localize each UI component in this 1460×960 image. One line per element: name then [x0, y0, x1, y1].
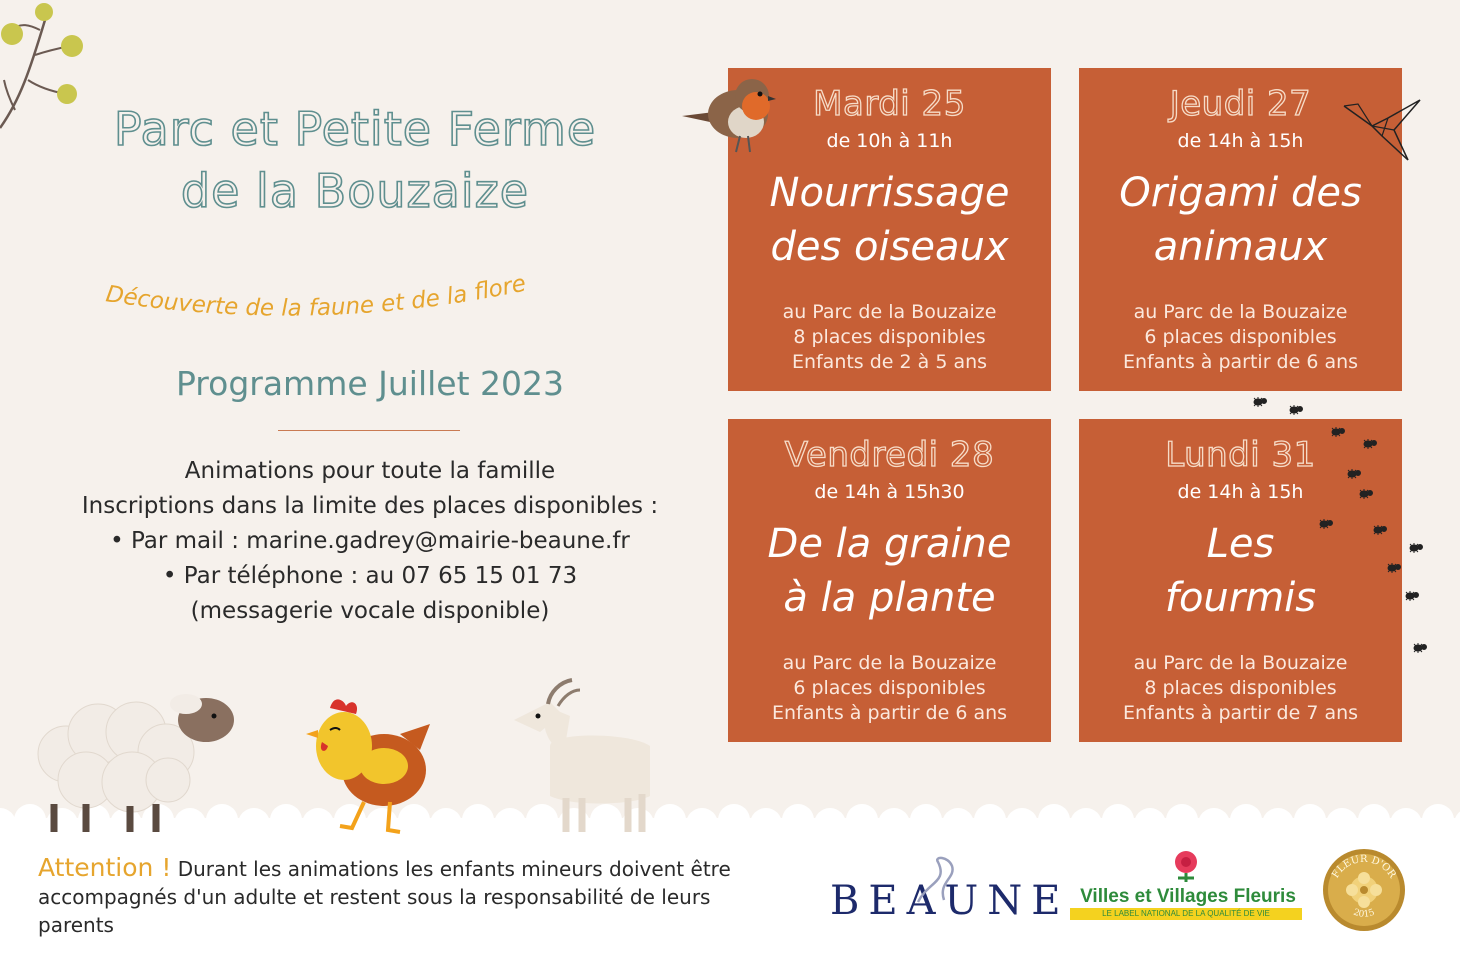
beaune-logo: BEAUNE [830, 878, 1070, 924]
info-line-5: (messagerie vocale disponible) [190, 598, 550, 624]
ant-icon [1240, 390, 1440, 660]
card-day: Mardi 25 [813, 84, 966, 124]
info-line-2: Inscriptions dans la limite des places disponibles : [81, 493, 659, 519]
vvf-label: Villes et Villages Fleuris [1080, 886, 1296, 907]
card-location: au Parc de la Bouzaize [1133, 652, 1348, 674]
card-activity [1079, 166, 1402, 274]
card-location: au Parc de la Bouzaize [782, 652, 997, 674]
goat-icon [510, 676, 660, 836]
event-card-vendredi [728, 419, 1051, 742]
activity-line-2: fourmis [1164, 575, 1317, 621]
vvf-subtitle: LE LABEL NATIONAL DE LA QUALITÉ DE VIE [1070, 908, 1302, 920]
activity-line-2: des oiseaux [770, 224, 1009, 270]
card-day: Vendredi 28 [784, 435, 995, 475]
robin-icon [680, 72, 776, 156]
attention-text: Durant les animations les enfants mineurs doivent être accompagnés d'un adulte et restent sous la responsabilité de leurs parents [38, 857, 731, 937]
info-line-3: • Par mail : marine.gadrey@mairie-beaune.fr [110, 528, 630, 554]
card-places: 6 places disponibles [793, 677, 986, 699]
page-title [60, 98, 650, 222]
card-location: au Parc de la Bouzaize [782, 301, 997, 323]
info-line-4: • Par téléphone : au 07 65 15 01 73 [162, 563, 578, 589]
card-details [1079, 651, 1402, 726]
divider [278, 430, 460, 431]
title-line-2: de la Bouzaize [180, 164, 530, 218]
chicken-icon [300, 690, 440, 840]
card-age: Enfants de 2 à 5 ans [791, 351, 988, 373]
card-details [728, 651, 1051, 726]
card-age: Enfants à partir de 6 ans [1122, 351, 1359, 373]
card-hours: de 10h à 11h [826, 130, 953, 152]
attention-label: Attention ! [38, 853, 172, 882]
info-line-1: Animations pour toute la famille [184, 458, 556, 484]
card-day: Jeudi 27 [1169, 84, 1312, 124]
card-details [728, 300, 1051, 375]
card-activity [728, 517, 1051, 625]
flower-icon [1168, 848, 1204, 884]
info-block [20, 454, 720, 629]
subtitle-text: Découverte de la faune et de la flore [104, 270, 529, 316]
sheep-icon [36, 684, 236, 836]
activity-line-1: Origami des [1119, 170, 1362, 216]
card-age: Enfants à partir de 7 ans [1122, 702, 1359, 724]
card-places: 6 places disponibles [1144, 326, 1337, 348]
card-day: Lundi 31 [1165, 435, 1316, 475]
card-hours: de 14h à 15h [1177, 130, 1304, 152]
card-details [1079, 300, 1402, 375]
card-hours: de 14h à 15h30 [814, 481, 965, 503]
card-hours: de 14h à 15h [1177, 481, 1304, 503]
attention-notice [38, 854, 758, 939]
card-places: 8 places disponibles [1144, 677, 1337, 699]
activity-line-1: Nourrissage [769, 170, 1010, 216]
beaune-ornament-icon [908, 852, 968, 912]
origami-bird-icon [1342, 96, 1422, 162]
seal-year-text: 2015 [1351, 907, 1377, 920]
programme-heading: Programme Juillet 2023 [175, 364, 565, 403]
activity-line-2: à la plante [783, 575, 996, 621]
activity-line-2: animaux [1153, 224, 1328, 270]
activity-line-1: Les [1206, 521, 1275, 567]
seal-top-text: FLEUR D'OR [1330, 853, 1398, 881]
activity-line-1: De la graine [767, 521, 1012, 567]
card-activity [728, 166, 1051, 274]
event-card-mardi [728, 68, 1051, 391]
svg-text:Découverte de la faune et de l [104, 271, 528, 316]
card-location: au Parc de la Bouzaize [1133, 301, 1348, 323]
card-age: Enfants à partir de 6 ans [771, 702, 1008, 724]
subtitle [100, 246, 610, 316]
title-line-1: Parc et Petite Ferme [113, 102, 597, 156]
card-places: 8 places disponibles [793, 326, 986, 348]
gold-seal-icon [1322, 848, 1406, 932]
